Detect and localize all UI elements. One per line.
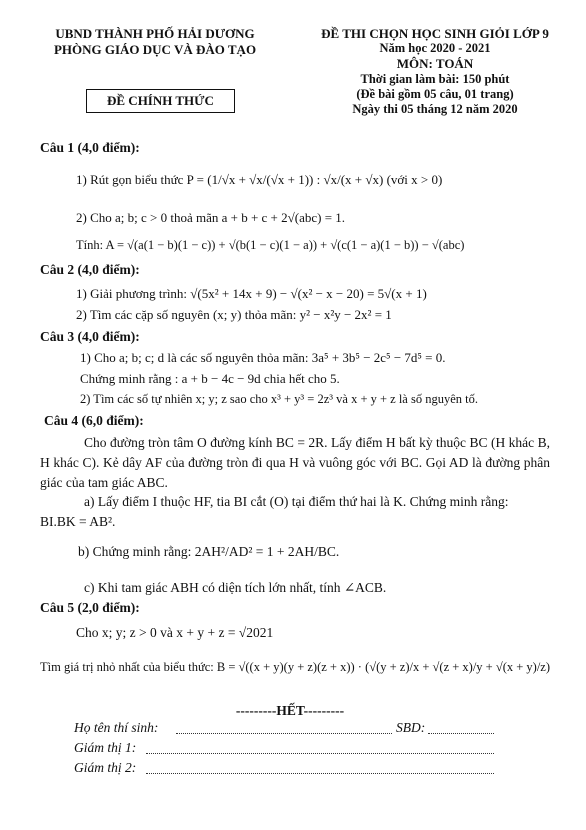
question-5-find: Tìm giá trị nhỏ nhất của biểu thức: B = √((x + y)(y + z)(z + x)) · (√(y + z)/x + √(z + x)/y + √(x + y)/z)	[40, 660, 551, 674]
proctor-2-line	[146, 773, 494, 774]
question-4-part-c: c) Khi tam giác ABH có diện tích lớn nhất, tính ∠ACB.	[84, 580, 387, 595]
header-right-line4: Thời gian làm bài: 150 phút	[360, 72, 510, 86]
question-4-intro: Cho đường tròn tâm O đường kính BC = 2R. Lấy điểm H bất kỳ thuộc BC (H khác B, H khác C). Kẻ dây AF của đường tròn đi qua H và vuông góc với BC. Gọi AD là đường phân giác của tam giác ABC.	[40, 435, 550, 490]
header-left-line1: UBND THÀNH PHỐ HẢI DƯƠNG	[55, 26, 255, 41]
question-1-part-2: 2) Cho a; b; c > 0 thoả mãn a + b + c + 2√(abc) = 1.	[76, 210, 346, 225]
end-marker: ---------HẾT---------	[235, 703, 345, 718]
question-5-title: Câu 5 (2,0 điểm):	[40, 600, 140, 615]
header-right-line3: MÔN: TOÁN	[396, 56, 474, 71]
question-4-part-a: a) Lấy điểm I thuộc HF, tia BI cắt (O) tại điểm thứ hai là K. Chứng minh rằng:	[84, 494, 509, 509]
question-4-title: Câu 4 (6,0 điểm):	[44, 413, 144, 428]
question-4-part-b: b) Chứng minh rằng: 2AH²/AD² = 1 + 2AH/BC.	[78, 544, 340, 559]
question-3-part-1-proof: Chứng minh rằng : a + b − 4c − 9d chia hết cho 5.	[80, 371, 340, 386]
header-left-line2: PHÒNG GIÁO DỤC VÀ ĐÀO TẠO	[53, 42, 257, 57]
header-right-line5: (Đề bài gồm 05 câu, 01 trang)	[356, 87, 514, 101]
question-3-part-1: 1) Cho a; b; c; d là các số nguyên thỏa mãn: 3a⁵ + 3b⁵ − 2c⁵ − 7d⁵ = 0.	[80, 350, 446, 365]
question-2-title: Câu 2 (4,0 điểm):	[40, 262, 140, 277]
question-1-part-3: Tính: A = √(a(1 − b)(1 − c)) + √(b(1 − c)(1 − a)) + √(c(1 − a)(1 − b)) − √(abc)	[76, 238, 465, 252]
question-2-part-2: 2) Tìm các cặp số nguyên (x; y) thỏa mãn: y² − x²y − 2x² = 1	[76, 307, 392, 322]
proctor-1-line	[146, 753, 494, 754]
official-exam-label: ĐỀ CHÍNH THỨC	[86, 89, 235, 113]
question-3-part-2: 2) Tìm các số tự nhiên x; y; z sao cho x³ + y³ = 2z³ và x + y + z là số nguyên tố.	[80, 392, 478, 406]
proctor-2-label: Giám thị 2:	[74, 760, 137, 775]
question-3-title: Câu 3 (4,0 điểm):	[40, 329, 140, 344]
question-5-given: Cho x; y; z > 0 và x + y + z = √2021	[76, 625, 274, 640]
header-right-line6: Ngày thi 05 tháng 12 năm 2020	[352, 102, 518, 116]
sbd-line	[428, 733, 494, 734]
header-right-line2: Năm học 2020 - 2021	[379, 41, 491, 55]
question-1-title: Câu 1 (4,0 điểm):	[40, 140, 140, 155]
question-1-part-1: 1) Rút gọn biểu thức P = (1/√x + √x/(√x + 1)) : √x/(x + √x) (với x > 0)	[76, 172, 443, 187]
proctor-1-label: Giám thị 1:	[74, 740, 137, 755]
header-right-line1: ĐỀ THI CHỌN HỌC SINH GIỎI LỚP 9	[321, 26, 549, 41]
question-4-part-a-cont: BI.BK = AB².	[40, 514, 116, 529]
sbd-label: SBD:	[396, 720, 426, 735]
candidate-name-label: Họ tên thí sinh:	[74, 720, 159, 735]
question-2-part-1: 1) Giải phương trình: √(5x² + 14x + 9) − √(x² − x − 20) = 5√(x + 1)	[76, 286, 427, 301]
candidate-name-line	[176, 733, 392, 734]
